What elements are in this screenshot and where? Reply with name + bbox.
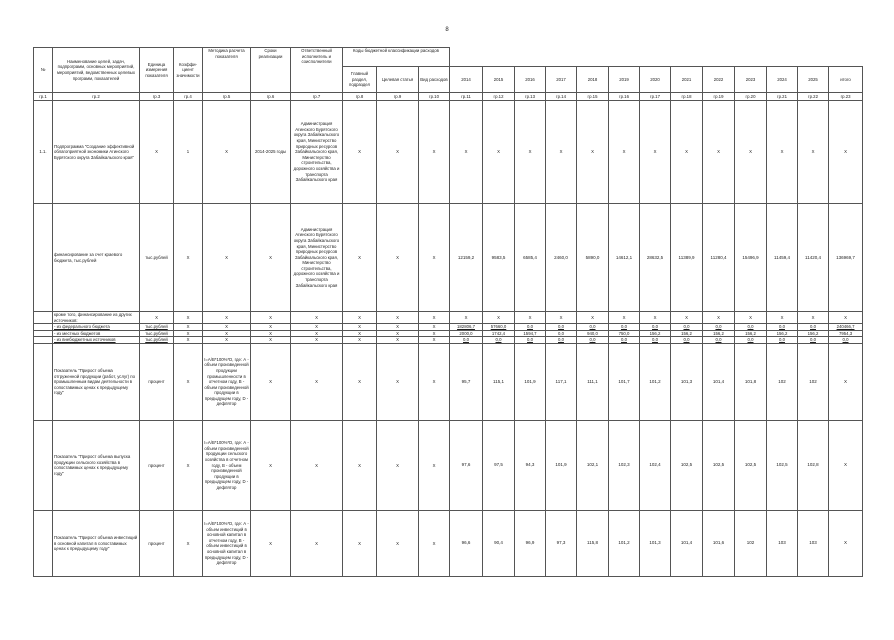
- row-value: 15496,9: [735, 204, 767, 312]
- row-cell: Х: [419, 324, 450, 331]
- row-method: I=A/B*100%*D, где: А - объем произведенной продукции сельского хозяйства в отчетном году, В - объем произведенной продукции в предыдущем году, D - дефлятор: [203, 420, 251, 510]
- row-cell: Х: [291, 312, 343, 324]
- row-value: 0,0: [609, 337, 640, 344]
- row-value: 97,3: [546, 510, 577, 576]
- col-number: гр.14: [546, 93, 577, 101]
- row-value: Х: [515, 312, 546, 324]
- col-number: гр.6: [251, 93, 291, 101]
- row-value: Х: [546, 101, 577, 204]
- row-value: 0,0: [640, 337, 671, 344]
- row-value: Х: [767, 101, 798, 204]
- row-value: Х: [798, 312, 829, 324]
- table-row: [34, 330, 863, 337]
- table-row: [34, 204, 863, 312]
- col-number: гр.20: [735, 93, 767, 101]
- row-value: 90,4: [483, 510, 515, 576]
- row-value: 0,0: [703, 324, 735, 331]
- row-unit: процент: [140, 420, 174, 510]
- row-value: 940,0: [577, 330, 609, 337]
- row-method: Х: [203, 101, 251, 204]
- row-cell: Х: [140, 312, 174, 324]
- row-cell: Х: [203, 324, 251, 331]
- row-value: 94,3: [515, 420, 546, 510]
- row-total: Х: [829, 420, 863, 510]
- row-unit: процент: [140, 343, 174, 420]
- row-value: 115,1: [483, 343, 515, 420]
- row-value: Х: [640, 101, 671, 204]
- row-value: 95,7: [450, 343, 483, 420]
- row-coef: Х: [174, 204, 203, 312]
- row-num: [34, 420, 53, 510]
- row-value: 0,0: [483, 337, 515, 344]
- table-row: [34, 343, 863, 420]
- row-value: Х: [609, 312, 640, 324]
- row-value: 0,0: [735, 324, 767, 331]
- header-section: Главный раздел, подраздел: [343, 67, 377, 93]
- col-number: гр.3: [140, 93, 174, 101]
- column-number-row: [34, 93, 863, 101]
- header-year: 2016: [515, 67, 546, 93]
- row-cell: Х: [203, 312, 251, 324]
- row-value: 182806,7: [450, 324, 483, 331]
- row-value: Х: [450, 312, 483, 324]
- row-value: Х: [767, 312, 798, 324]
- row-value: 102,5: [735, 420, 767, 510]
- header-period: Сроки реализации: [251, 48, 291, 93]
- row-code: Х: [419, 204, 450, 312]
- col-number: гр.9: [377, 93, 419, 101]
- row-name: - из федерального бюджета: [53, 324, 140, 331]
- header-year: 2022: [703, 67, 735, 93]
- row-value: 102,1: [577, 420, 609, 510]
- col-number: гр.15: [577, 93, 609, 101]
- row-cell: Х: [174, 312, 203, 324]
- row-cell: Х: [377, 312, 419, 324]
- row-num: [34, 337, 53, 344]
- row-cell: Х: [343, 420, 377, 510]
- row-cell: Х: [377, 420, 419, 510]
- row-value: Х: [577, 101, 609, 204]
- row-coef: Х: [174, 343, 203, 420]
- col-number: гр.19: [703, 93, 735, 101]
- col-number: гр.13: [515, 93, 546, 101]
- header-year: 2023: [735, 67, 767, 93]
- row-value: 0,0: [640, 324, 671, 331]
- header-num: №: [34, 48, 53, 93]
- row-value: 101,9: [515, 343, 546, 420]
- row-value: 0,0: [671, 324, 703, 331]
- col-number: гр.2: [53, 93, 140, 101]
- row-cell: Х: [251, 312, 291, 324]
- row-total: 0,0: [829, 337, 863, 344]
- col-number: гр.16: [609, 93, 640, 101]
- row-cell: Х: [251, 510, 291, 576]
- header-year: 2024: [767, 67, 798, 93]
- header-total: итого: [829, 67, 863, 93]
- row-value: 0,0: [546, 324, 577, 331]
- row-value: 1742,4: [483, 330, 515, 337]
- col-number: гр.1: [34, 93, 53, 101]
- row-total: Х: [829, 312, 863, 324]
- row-value: 102,4: [640, 420, 671, 510]
- row-unit: процент: [140, 510, 174, 576]
- row-value: 101,4: [703, 343, 735, 420]
- row-value: 101,3: [640, 510, 671, 576]
- row-value: 156,2: [671, 330, 703, 337]
- row-period: 2014-2025 годы: [251, 101, 291, 204]
- row-method: I=A/B*100%*D, где: А - объем произведенной продукции промышленности в отчетном году, В - объем произведенной продукции в предыдущем году, D - дефлятор: [203, 343, 251, 420]
- row-value: 0,0: [546, 337, 577, 344]
- row-code: Х: [343, 101, 377, 204]
- row-value: 101,2: [640, 343, 671, 420]
- row-cell: Х: [174, 337, 203, 344]
- row-value: 0,0: [450, 337, 483, 344]
- row-cell: Х: [291, 330, 343, 337]
- header-year: 2025: [798, 67, 829, 93]
- row-code: Х: [377, 101, 419, 204]
- row-value: 12159,2: [450, 204, 483, 312]
- row-total: Х: [829, 343, 863, 420]
- row-cell: Х: [419, 420, 450, 510]
- col-number: гр.8: [343, 93, 377, 101]
- row-cell: Х: [419, 330, 450, 337]
- header-year: 2021: [671, 67, 703, 93]
- row-coef: Х: [174, 420, 203, 510]
- col-number: гр.17: [640, 93, 671, 101]
- row-value: 0,0: [703, 337, 735, 344]
- row-total: Х: [829, 101, 863, 204]
- row-unit: тыс.рублей: [140, 337, 174, 344]
- table-row: [34, 312, 863, 324]
- row-method: Х: [203, 204, 251, 312]
- row-value: 11420,4: [798, 204, 829, 312]
- row-cell: Х: [419, 510, 450, 576]
- row-cell: Х: [251, 343, 291, 420]
- row-num: 1.1.: [34, 101, 53, 204]
- header-coef: Коэффи-циент значимости: [174, 48, 203, 93]
- row-value: 0,0: [767, 324, 798, 331]
- col-number: гр.18: [671, 93, 703, 101]
- row-value: 102,3: [609, 420, 640, 510]
- row-code: Х: [343, 204, 377, 312]
- row-cell: Х: [291, 337, 343, 344]
- row-value: 1594,7: [515, 330, 546, 337]
- header-year: 2015: [483, 67, 515, 93]
- row-value: 9583,5: [483, 204, 515, 312]
- col-number: гр.4: [174, 93, 203, 101]
- row-cell: Х: [377, 324, 419, 331]
- header-name: Наименование целей, задач, подпрограмм, основных мероприятий, мероприятий, ведомственных целевых программ, показателей: [53, 48, 140, 93]
- header-responsible: Ответственный исполнитель и соисполнители: [291, 48, 343, 93]
- row-value: 156,2: [640, 330, 671, 337]
- row-value: 156,2: [798, 330, 829, 337]
- header-unit: Единица измерения показателя: [140, 48, 174, 93]
- row-value: 0,0: [577, 324, 609, 331]
- header-year: 2014: [450, 67, 483, 93]
- row-coef: 1: [174, 101, 203, 204]
- row-value: 156,2: [735, 330, 767, 337]
- page-number: 8: [445, 27, 449, 33]
- row-value: Х: [703, 101, 735, 204]
- row-name: Показатель "Прирост объема выпуска продукции сельского хозяйства в сопоставимых ценах к предыдущему году": [53, 420, 140, 510]
- row-cell: Х: [419, 343, 450, 420]
- row-cell: Х: [203, 330, 251, 337]
- row-total: 136969,7: [829, 204, 863, 312]
- row-name: кроме того, финансирование из других источников:: [53, 312, 140, 324]
- row-value: 0,0: [515, 324, 546, 331]
- row-value: 115,8: [577, 510, 609, 576]
- row-value: Х: [703, 312, 735, 324]
- row-value: 102,5: [703, 420, 735, 510]
- col-number: гр.7: [291, 93, 343, 101]
- row-value: 0,0: [735, 337, 767, 344]
- row-value: 11459,4: [767, 204, 798, 312]
- header-year: 2019: [609, 67, 640, 93]
- row-name: - из внебюджетных источников: [53, 337, 140, 344]
- row-value: Х: [798, 101, 829, 204]
- row-value: 2000,0: [450, 330, 483, 337]
- row-cell: Х: [377, 343, 419, 420]
- header-year: 2020: [640, 67, 671, 93]
- row-cell: Х: [343, 343, 377, 420]
- row-num: [34, 343, 53, 420]
- row-coef: Х: [174, 510, 203, 576]
- row-name: Показатель "Прирост объема отгруженной продукции (работ, услуг) по промышленным видам деятельности в сопоставимых ценах к предыдущему году": [53, 343, 140, 420]
- row-cell: Х: [251, 330, 291, 337]
- col-number: гр.10: [419, 93, 450, 101]
- row-value: 0,0: [546, 330, 577, 337]
- row-value: 102: [735, 510, 767, 576]
- row-name: финансирование за счет краевого бюджета, тыс.рублей: [53, 204, 140, 312]
- row-cell: Х: [174, 330, 203, 337]
- row-value: 117,1: [546, 343, 577, 420]
- row-value: Х: [483, 312, 515, 324]
- row-value: Х: [735, 312, 767, 324]
- row-cell: Х: [291, 343, 343, 420]
- row-value: 96,6: [450, 510, 483, 576]
- row-cell: Х: [291, 324, 343, 331]
- row-value: 102,8: [798, 420, 829, 510]
- row-cell: Х: [419, 337, 450, 344]
- row-value: Х: [671, 312, 703, 324]
- row-unit: тыс.рублей: [140, 324, 174, 331]
- table-row: [34, 337, 863, 344]
- row-code: Х: [377, 204, 419, 312]
- row-cell: Х: [377, 510, 419, 576]
- header-expense-type: Вид расходов: [419, 67, 450, 93]
- row-unit: тыс.рублей: [140, 330, 174, 337]
- row-total: 7954,3: [829, 330, 863, 337]
- indicators-table: [33, 47, 863, 577]
- row-value: 0,0: [515, 337, 546, 344]
- row-unit: Х: [140, 101, 174, 204]
- row-value: 28632,5: [640, 204, 671, 312]
- header-spacer: [450, 48, 863, 67]
- col-number: гр.5: [203, 93, 251, 101]
- row-value: Х: [671, 101, 703, 204]
- row-value: Х: [577, 312, 609, 324]
- row-value: 101,4: [671, 510, 703, 576]
- row-value: 750,0: [609, 330, 640, 337]
- row-value: Х: [483, 101, 515, 204]
- row-name: Показатель "Прирост объема инвестиций в основной капитал в сопоставимых ценах к предыдущему году": [53, 510, 140, 576]
- row-total: Х: [829, 510, 863, 576]
- row-value: 0,0: [609, 324, 640, 331]
- header-article: Целевая статья: [377, 67, 419, 93]
- row-cell: Х: [251, 420, 291, 510]
- row-cell: Х: [343, 330, 377, 337]
- row-unit: тыс.рублей: [140, 204, 174, 312]
- row-period: Х: [251, 204, 291, 312]
- header-method: Методика расчета показателя: [203, 48, 251, 93]
- row-value: Х: [640, 312, 671, 324]
- row-value: Х: [546, 312, 577, 324]
- table-row: [34, 420, 863, 510]
- row-value: 101,9: [546, 420, 577, 510]
- row-code: Х: [419, 101, 450, 204]
- row-value: 0,0: [767, 337, 798, 344]
- row-cell: Х: [343, 312, 377, 324]
- col-number: гр.21: [767, 93, 798, 101]
- row-value: 101,7: [609, 343, 640, 420]
- row-responsible: Администрация Агинского Бурятского округа Забайкальского края, Министерство природных ресурсов Забайкальского края, Министерство строительства, дорожного хозяйства и транспорта Забайкальского края: [291, 204, 343, 312]
- row-value: 97,5: [483, 420, 515, 510]
- col-number: гр.23: [829, 93, 863, 101]
- row-value: 0,0: [798, 324, 829, 331]
- row-total: 240466,7: [829, 324, 863, 331]
- row-value: 2460,0: [546, 204, 577, 312]
- row-num: [34, 312, 53, 324]
- row-value: 14612,1: [609, 204, 640, 312]
- row-value: 102: [798, 343, 829, 420]
- row-value: 101,6: [703, 510, 735, 576]
- row-value: 103: [767, 510, 798, 576]
- row-cell: Х: [203, 337, 251, 344]
- table-row: [34, 101, 863, 204]
- row-cell: Х: [291, 510, 343, 576]
- row-value: 111,1: [577, 343, 609, 420]
- row-value: 11389,9: [671, 204, 703, 312]
- row-value: 6585,4: [515, 204, 546, 312]
- row-value: 0,0: [577, 337, 609, 344]
- row-value: Х: [515, 101, 546, 204]
- header-budget-codes: Коды бюджетной классификации расходов: [343, 48, 450, 67]
- row-num: [34, 324, 53, 331]
- row-cell: Х: [174, 324, 203, 331]
- row-num: [34, 204, 53, 312]
- table-row: [34, 510, 863, 576]
- header-year: 2018: [577, 67, 609, 93]
- row-cell: Х: [419, 312, 450, 324]
- row-name: Подпрограмма "Создание эффективной облагоприятной экономики Агинского Бурятского округа Забайкальского края": [53, 101, 140, 204]
- row-cell: Х: [343, 324, 377, 331]
- header-row: [34, 48, 863, 67]
- col-number: гр.12: [483, 93, 515, 101]
- row-method: I=A/B*100%*D, где: А - объем инвестиций в основной капитал в отчетном году, В - объем инвестиций в основной капитал в предыдущем году, D - дефлятор: [203, 510, 251, 576]
- row-value: 0,0: [671, 337, 703, 344]
- row-value: 101,2: [609, 510, 640, 576]
- row-name: - из местных бюджетов: [53, 330, 140, 337]
- row-value: 102,5: [671, 420, 703, 510]
- row-value: 156,2: [703, 330, 735, 337]
- row-value: 101,3: [671, 343, 703, 420]
- row-value: Х: [735, 101, 767, 204]
- row-value: 5890,0: [577, 204, 609, 312]
- row-cell: Х: [251, 337, 291, 344]
- row-cell: Х: [251, 324, 291, 331]
- header-year: 2017: [546, 67, 577, 93]
- row-value: 0,0: [798, 337, 829, 344]
- row-num: [34, 330, 53, 337]
- row-value: 97,6: [450, 420, 483, 510]
- row-value: 156,2: [767, 330, 798, 337]
- row-value: 102: [767, 343, 798, 420]
- row-value: Х: [450, 101, 483, 204]
- row-cell: Х: [377, 330, 419, 337]
- row-value: 96,9: [515, 510, 546, 576]
- row-value: 103: [798, 510, 829, 576]
- row-value: Х: [609, 101, 640, 204]
- row-value: 102,5: [767, 420, 798, 510]
- row-cell: Х: [291, 420, 343, 510]
- row-responsible: Администрация Агинского Бурятского округа Забайкальского края, Министерство природных ресурсов Забайкальского края, Министерство строительства, дорожного хозяйства и транспорта Забайкальского края: [291, 101, 343, 204]
- col-number: гр.22: [798, 93, 829, 101]
- row-cell: Х: [343, 510, 377, 576]
- row-value: 101,8: [735, 343, 767, 420]
- row-value: 11280,4: [703, 204, 735, 312]
- table-row: [34, 324, 863, 331]
- row-num: [34, 510, 53, 576]
- col-number: гр.11: [450, 93, 483, 101]
- row-cell: Х: [343, 337, 377, 344]
- row-cell: Х: [377, 337, 419, 344]
- row-value: 57660,0: [483, 324, 515, 331]
